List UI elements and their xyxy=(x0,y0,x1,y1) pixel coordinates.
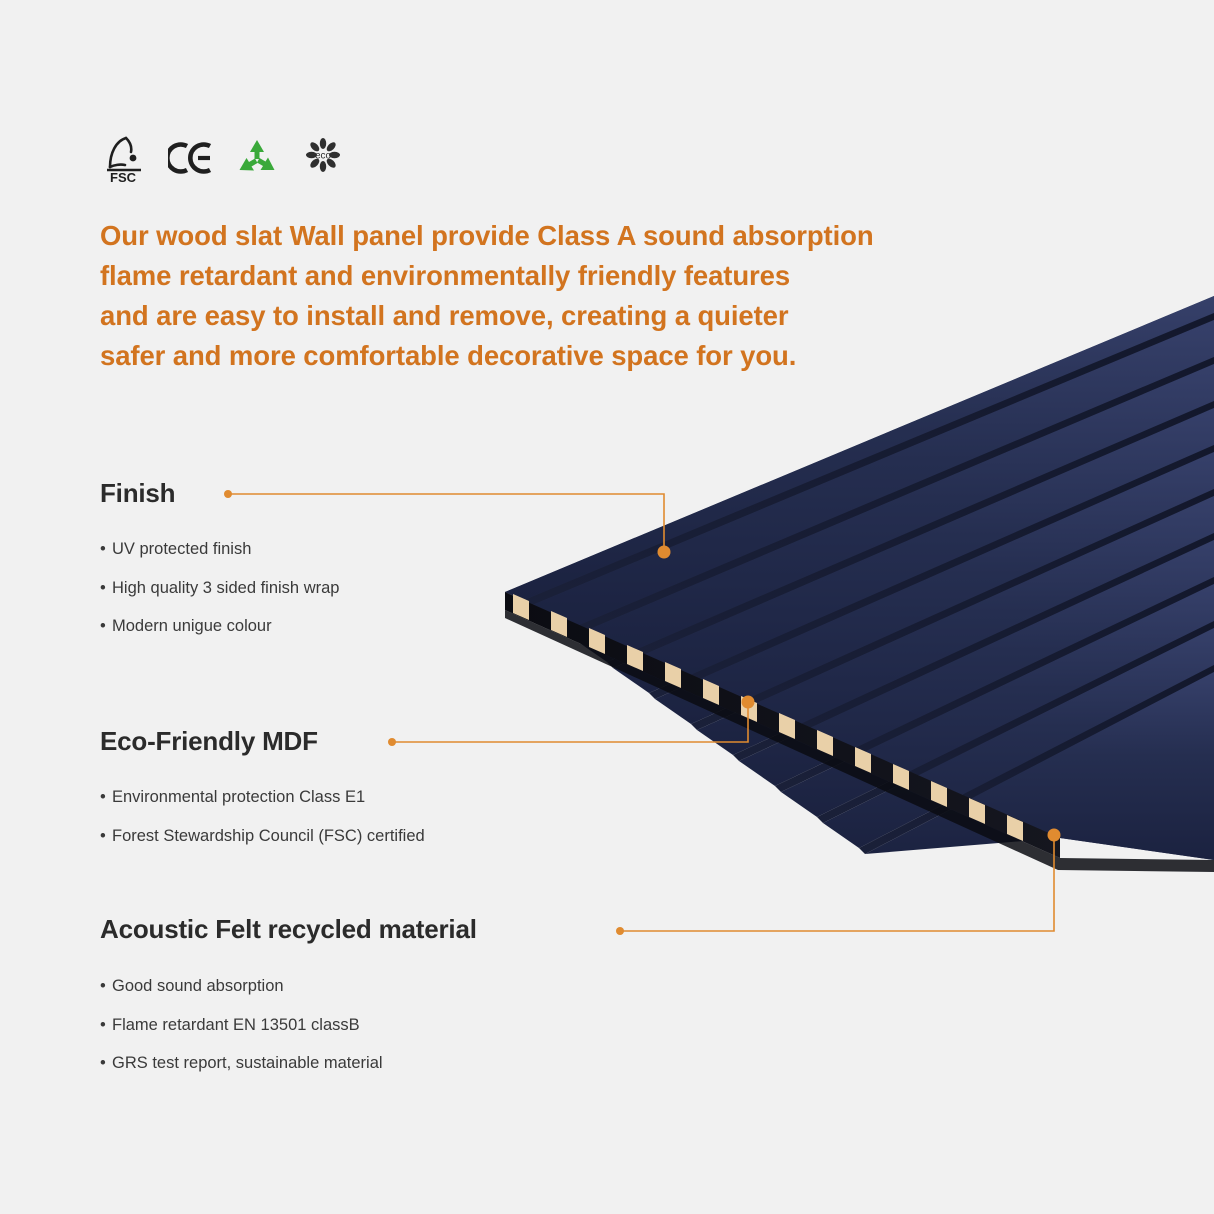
list-item xyxy=(100,580,339,597)
list-item-label: Flame retardant EN 13501 classB xyxy=(112,1015,360,1034)
list-item-label: Environmental protection Class E1 xyxy=(112,788,366,806)
headline-line-3: and are easy to install and remove, creating a quieter xyxy=(100,300,789,331)
feature-finish-title: Finish xyxy=(100,478,176,508)
feature-mdf-bullets xyxy=(100,789,425,844)
feature-finish-bullets xyxy=(100,541,339,635)
feature-acoustic-felt xyxy=(100,916,477,1072)
feature-mdf-title: Eco-Friendly MDF xyxy=(100,726,318,756)
list-item xyxy=(100,1017,477,1034)
bullet-icon: • xyxy=(100,1015,106,1034)
list-item xyxy=(100,541,339,558)
bullet-icon: • xyxy=(100,1054,106,1072)
list-item xyxy=(100,1055,477,1072)
bullet-icon: • xyxy=(100,578,106,597)
feature-finish xyxy=(100,480,339,635)
list-item-label: Good sound absorption xyxy=(112,977,284,995)
list-item xyxy=(100,618,339,635)
headline-line-1: Our wood slat Wall panel provide Class A sound absorption xyxy=(100,220,874,251)
feature-acoustic-bullets xyxy=(100,978,477,1072)
list-item-label: UV protected finish xyxy=(112,540,252,558)
bullet-icon: • xyxy=(100,977,106,995)
bullet-icon: • xyxy=(100,826,106,845)
headline-line-4: safer and more comfortable decorative space for you. xyxy=(100,340,797,371)
feature-acoustic-title: Acoustic Felt recycled material xyxy=(100,914,477,944)
bullet-icon: • xyxy=(100,617,106,635)
eco-label: eco xyxy=(314,150,332,162)
list-item-label: High quality 3 sided finish wrap xyxy=(112,578,340,597)
headline-line-2: flame retardant and environmentally friendly features xyxy=(100,260,791,291)
bullet-icon: • xyxy=(100,788,106,806)
bullet-icon: • xyxy=(100,540,106,558)
list-item xyxy=(100,978,477,995)
fsc-label: FSC xyxy=(110,170,136,183)
list-item-label: Forest Stewardship Council (FSC) certified xyxy=(112,826,425,845)
list-item xyxy=(100,828,425,845)
list-item-label: Modern unigue colour xyxy=(112,617,272,635)
list-item xyxy=(100,789,425,806)
feature-eco-friendly-mdf xyxy=(100,728,425,844)
list-item-label: GRS test report, sustainable material xyxy=(112,1054,383,1072)
